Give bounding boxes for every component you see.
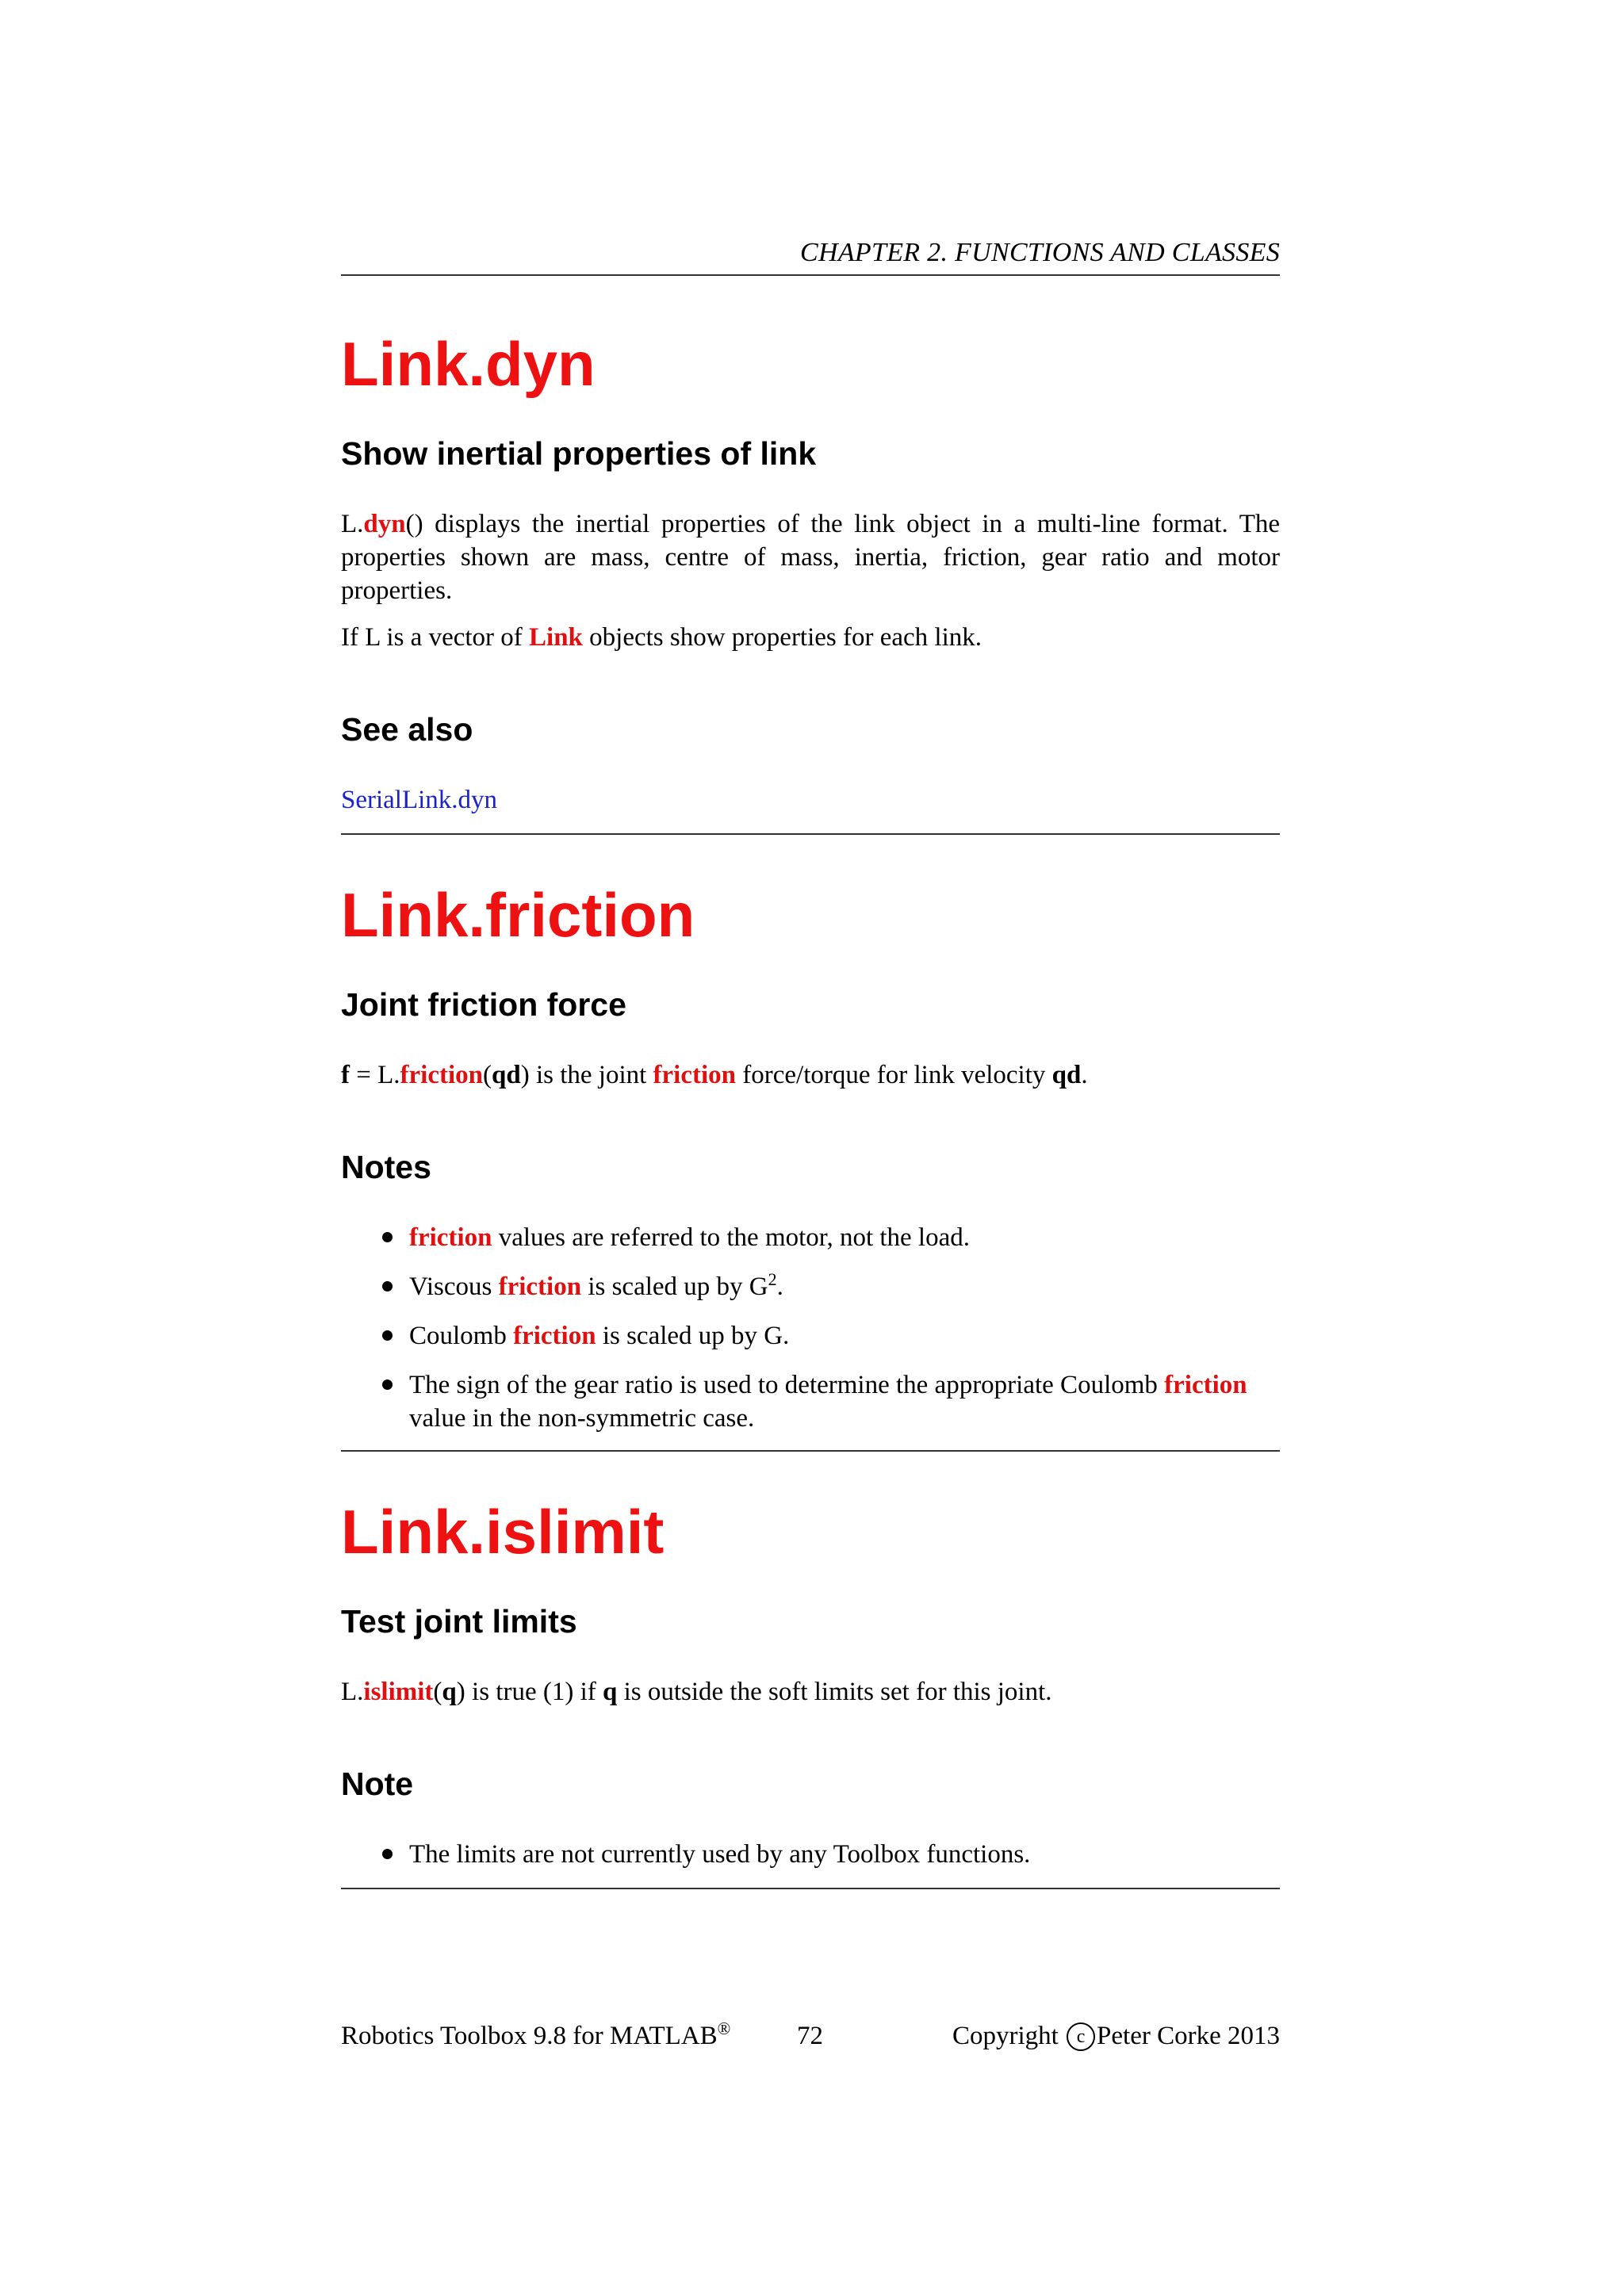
friction-arg-qd-2: qd <box>1051 1061 1082 1089</box>
islimit-open-paren: ( <box>433 1678 442 1706</box>
section-subtitle-link-islimit: Test joint limits <box>341 1603 577 1640</box>
list-item: The sign of the gear ratio is used to determine the appropriate Coulomb friction value in the non-symmetric case. <box>341 1368 1280 1435</box>
islimit-arg-q: q <box>442 1678 457 1706</box>
dyn-desc-pre: L. <box>341 510 364 538</box>
section-divider <box>341 1888 1280 1889</box>
dyn-description <box>341 507 1280 607</box>
islimit-mid: ) is true (1) if <box>456 1678 603 1706</box>
bullet-icon <box>382 1232 393 1242</box>
friction-output-var: f <box>341 1061 350 1089</box>
dyn-vector-post: objects show properties for each link. <box>582 623 982 652</box>
friction-description <box>341 1058 1280 1092</box>
page-footer <box>341 2019 1280 2069</box>
page-number: 72 <box>797 2022 823 2050</box>
section-title-link-dyn: Link.dyn <box>341 329 596 399</box>
dyn-vector-note <box>341 621 1280 654</box>
running-header: CHAPTER 2. FUNCTIONS AND CLASSES <box>800 238 1280 267</box>
islimit-pre: L. <box>341 1678 364 1706</box>
registered-mark: ® <box>717 2019 731 2038</box>
section-title-link-islimit: Link.islimit <box>341 1497 665 1567</box>
section-subtitle-link-dyn: Show inertial properties of link <box>341 435 817 472</box>
bullet-icon <box>382 1281 393 1292</box>
link-keyword: Link <box>529 623 583 652</box>
bullet-icon <box>382 1849 393 1859</box>
islimit-fn-keyword: islimit <box>363 1678 434 1706</box>
footer-copyright: Copyright c Peter Corke 2013 <box>952 2022 1280 2050</box>
document-page <box>341 0 1280 2296</box>
friction-fn-keyword: friction <box>400 1061 483 1089</box>
friction-post: force/torque for link velocity <box>736 1061 1052 1089</box>
list-item: friction values are referred to the motor, not the load. <box>341 1221 1280 1254</box>
section-divider <box>341 1450 1280 1452</box>
friction-mid: ) is the joint <box>520 1061 653 1089</box>
see-also-line <box>341 783 1280 817</box>
friction-keyword: friction <box>513 1322 596 1350</box>
dyn-desc-post: () displays the inertial properties of the link object in a multi-line format. The properties shown are mass, centre of mass, inertia, friction, gear ratio and motor properties. <box>341 510 1280 605</box>
friction-keyword: friction <box>1164 1371 1247 1399</box>
header-rule <box>341 274 1280 276</box>
bullet-icon <box>382 1380 393 1390</box>
friction-keyword: friction <box>409 1223 492 1252</box>
dyn-fn-keyword: dyn <box>363 510 406 538</box>
section-divider <box>341 833 1280 835</box>
friction-arg-qd: qd <box>492 1061 521 1089</box>
notes-heading: Notes <box>341 1149 431 1185</box>
copyright-icon: c <box>1067 2022 1095 2051</box>
notes-list <box>341 1221 1280 1451</box>
see-also-link-seriallink-dyn[interactable]: SerialLink.dyn <box>341 786 498 814</box>
friction-open-paren: ( <box>483 1061 492 1089</box>
list-item: The limits are not currently used by any Toolbox functions. <box>341 1838 1280 1871</box>
superscript: 2 <box>768 1269 777 1289</box>
list-item: Viscous friction is scaled up by $G^2$. <box>341 1270 1280 1303</box>
islimit-arg-q-2: q <box>602 1678 618 1706</box>
islimit-post: is outside the soft limits set for this joint. <box>617 1678 1052 1706</box>
section-title-link-friction: Link.friction <box>341 880 695 950</box>
footer-title: Robotics Toolbox 9.8 for MATLAB® <box>341 2019 731 2050</box>
dyn-vector-pre: If L is a vector of <box>341 623 530 652</box>
friction-eq: = L. <box>350 1061 400 1089</box>
see-also-heading: See also <box>341 711 473 748</box>
list-item: Coulomb friction is scaled up by G. <box>341 1319 1280 1353</box>
bullet-icon <box>382 1330 393 1341</box>
friction-keyword: friction <box>498 1272 582 1301</box>
section-subtitle-link-friction: Joint friction force <box>341 986 626 1023</box>
friction-end: . <box>1081 1061 1088 1089</box>
friction-keyword: friction <box>653 1061 737 1089</box>
note-heading: Note <box>341 1766 414 1802</box>
note-list <box>341 1838 1280 1887</box>
islimit-description <box>341 1675 1280 1709</box>
